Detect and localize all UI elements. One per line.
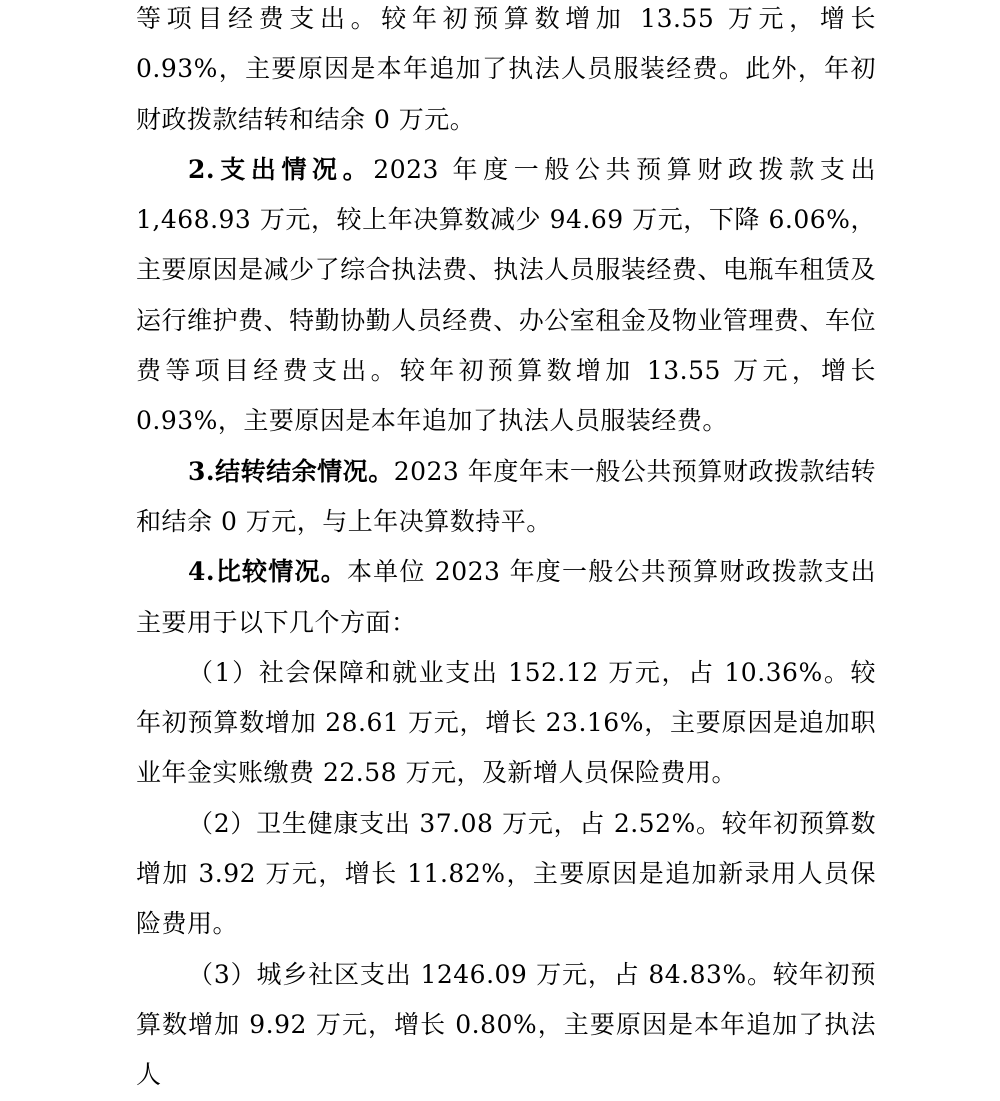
list-item-urban-rural	[136, 950, 876, 1101]
section-heading-comparison: 4.比较情况。	[188, 557, 347, 587]
list-item-health	[136, 799, 876, 950]
paragraph-expenditure	[136, 145, 876, 447]
paragraph-text: （3）城乡社区支出 1246.09 万元，占 84.83%。较年初预算数增加 9.92 万元，增长 0.80%，主要原因是本年追加了执法人	[136, 959, 876, 1090]
paragraph-continuation	[136, 0, 876, 145]
paragraph-text: 2023 年度一般公共预算财政拨款支出 1,468.93 万元，较上年决算数减少 94.69 万元，下降 6.06%，主要原因是减少了综合执法费、执法人员服装经费、电瓶车租赁及运行维护费、特勤协勤人员经费、办公室租金及物业管理费、车位费等项目经费支出。较年初预算数增加 13.55 万元，增长 0.93%，主要原因是本年追加了执法人员服装经费。	[136, 154, 876, 436]
section-heading-expenditure: 2.支出情况。	[188, 154, 374, 184]
list-item-social-security	[136, 648, 876, 799]
paragraph-text: 等项目经费支出。较年初预算数增加 13.55 万元，增长 0.93%，主要原因是本年追加了执法人员服装经费。此外，年初财政拨款结转和结余 0 万元。	[136, 4, 876, 134]
paragraph-comparison	[136, 547, 876, 648]
paragraph-text: （1）社会保障和就业支出 152.12 万元，占 10.36%。较年初预算数增加 28.61 万元，增长 23.16%，主要原因是追加职业年金实账缴费 22.58 万元，及新增人员保险费用。	[136, 657, 876, 788]
section-heading-carryover: 3.结转结余情况。	[188, 456, 394, 486]
paragraph-text: 2023 年度年末一般公共预算财政拨款结转和结余 0 万元，与上年决算数持平。	[136, 456, 876, 536]
paragraph-text: 本单位 2023 年度一般公共预算财政拨款支出主要用于以下几个方面：	[136, 557, 876, 637]
document-page	[136, 0, 876, 1101]
paragraph-carryover	[136, 447, 876, 548]
paragraph-text: （2）卫生健康支出 37.08 万元，占 2.52%。较年初预算数增加 3.92 万元，增长 11.82%，主要原因是追加新录用人员保险费用。	[136, 808, 876, 939]
